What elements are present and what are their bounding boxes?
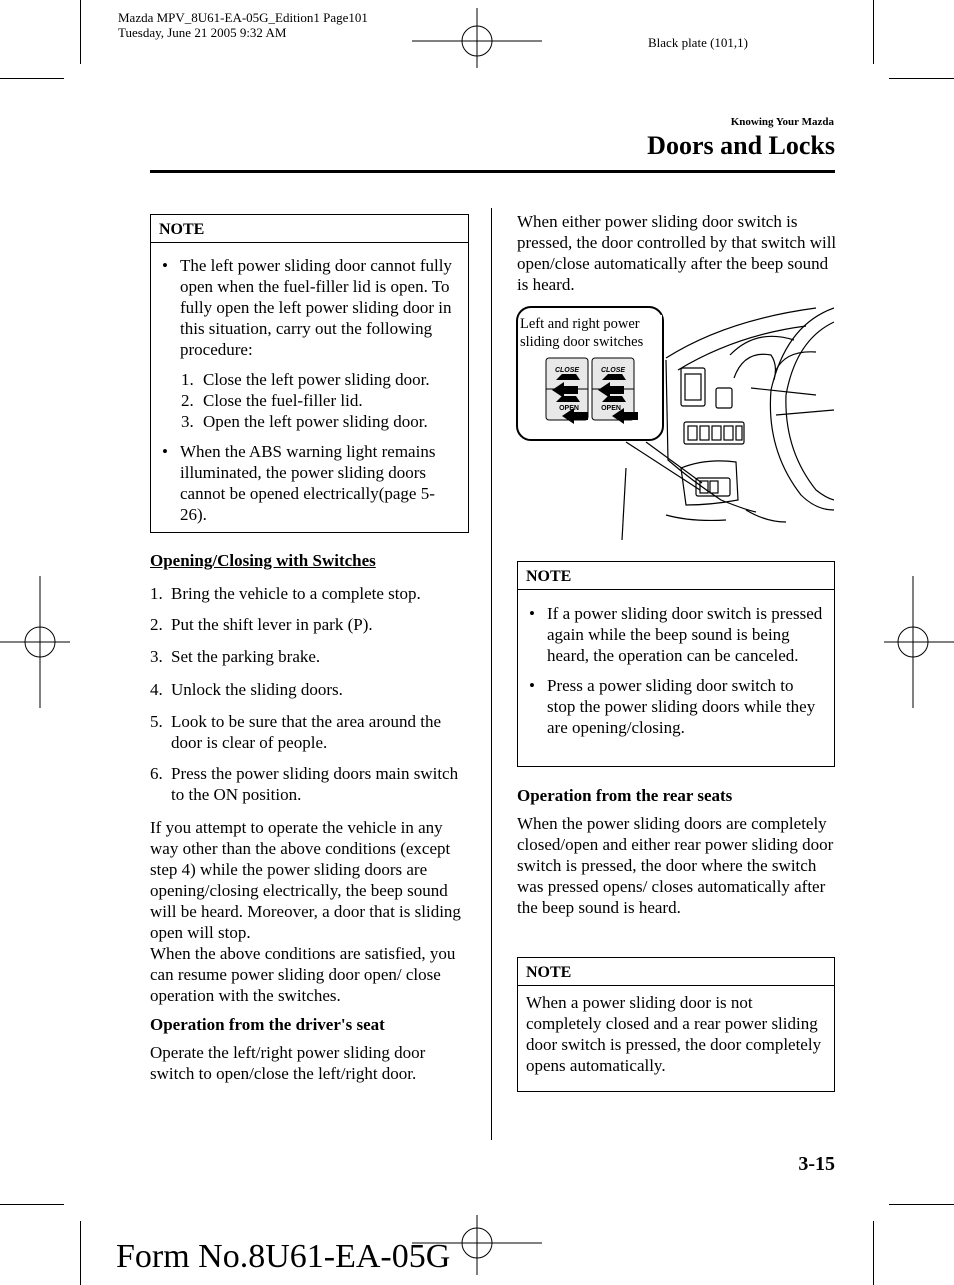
step-item: 4. Unlock the sliding doors. <box>150 680 343 699</box>
procedure-step: 2. Close the fuel-filler lid. <box>181 391 363 410</box>
header-rule <box>150 170 835 173</box>
registration-mark-left <box>0 576 70 708</box>
print-info-line1: Mazda MPV_8U61-EA-05G_Edition1 Page101 <box>118 10 368 25</box>
step-item: 3. Set the parking brake. <box>150 647 321 666</box>
note-bullet: • The left power sliding door cannot fully open when the fuel-filler lid is open. To fully open the left power sliding door in this situation, carry out the following procedure: <box>162 256 452 359</box>
section-label: Knowing Your Mazda <box>730 116 834 128</box>
note-box-2 <box>517 561 835 767</box>
close-label-right: CLOSE <box>600 367 626 374</box>
print-info-line2: Tuesday, June 21 2005 9:32 AM <box>118 25 287 40</box>
note-heading: NOTE <box>518 562 834 590</box>
section-subheading: Opening/Closing with Switches <box>150 551 376 570</box>
form-number: Form No.8U61-EA-05G <box>116 1238 451 1275</box>
procedure-step: 1. Close the left power sliding door. <box>181 370 430 389</box>
close-label-left: CLOSE <box>554 367 580 374</box>
page-number: 3-15 <box>798 1153 835 1175</box>
note-bullet: • Press a power sliding door switch to stop the power sliding doors while they are opening/closing. <box>529 676 816 737</box>
page-title: Doors and Locks <box>647 131 835 160</box>
warning-paragraph: If you attempt to operate the vehicle in any way other than the above conditions (except step 4) while the power sliding doors are opening/closing electrically, the beep sound will be heard. Moreover, a door that is sliding open will stop. When the above conditions are satisfied, you can resume power sliding door open/ close operation with the switches. <box>150 818 461 1005</box>
bullet-icon: • <box>529 676 535 695</box>
bullet-icon: • <box>162 256 168 275</box>
procedure-step: 3. Open the left power sliding door. <box>181 412 428 431</box>
step-item: 2. Put the shift lever in park (P). <box>150 615 373 634</box>
step-item: 5. Look to be sure that the area around the door is clear of people. <box>150 712 442 752</box>
bullet-icon: • <box>529 604 535 623</box>
note-heading: NOTE <box>151 215 468 243</box>
note-box-1 <box>150 214 469 533</box>
intro-paragraph: When either power sliding door switch is pressed, the door controlled by that switch will open/close automatically after the beep sound is heard. <box>517 212 837 294</box>
registration-mark-top <box>412 8 542 68</box>
open-label-left: OPEN <box>559 405 579 412</box>
callout-label: Left and right power sliding door switches <box>520 315 662 351</box>
driver-seat-text: Operate the left/right power sliding door switch to open/close the left/right door. <box>150 1043 426 1083</box>
step-item: 6. Press the power sliding doors main switch to the ON position. <box>150 764 459 804</box>
registration-mark-right <box>884 576 954 708</box>
note-text: When a power sliding door is not completely closed and a rear power sliding door switch is pressed, the door completely opens automatically. <box>526 993 822 1075</box>
open-label-right: OPEN <box>601 405 621 412</box>
print-info <box>118 10 368 40</box>
step-item: 1. Bring the vehicle to a complete stop. <box>150 584 421 603</box>
plate-label: Black plate (101,1) <box>648 35 748 50</box>
note-heading: NOTE <box>518 958 834 986</box>
note-bullet: • If a power sliding door switch is pressed again while the beep sound is being heard, the operation can be canceled. <box>529 604 823 665</box>
rear-seats-heading: Operation from the rear seats <box>517 786 733 805</box>
rear-seats-text: When the power sliding doors are completely closed/open and either rear power sliding door switch is pressed, the door where the switch was pressed opens/ closes automatically after the beep sound is heard. <box>517 814 834 917</box>
note-bullet: • When the ABS warning light remains illuminated, the power sliding doors cannot be opened electrically(page 5-26). <box>162 442 436 524</box>
bullet-icon: • <box>162 442 168 461</box>
column-divider <box>491 208 492 1140</box>
driver-seat-heading: Operation from the driver's seat <box>150 1015 385 1034</box>
steps-list <box>150 583 472 805</box>
note-box-3 <box>517 957 835 1092</box>
